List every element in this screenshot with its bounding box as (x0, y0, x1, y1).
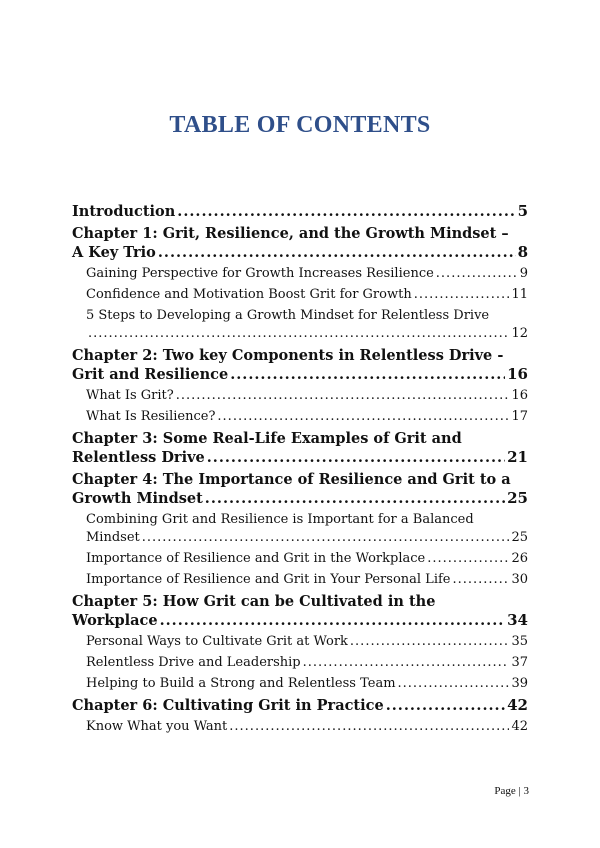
toc-section-6-1[interactable] (86, 718, 528, 736)
toc-page-number: 17 (511, 409, 528, 424)
toc-section-2-1[interactable] (86, 387, 528, 405)
toc-section-1-3[interactable] (86, 307, 528, 343)
toc-entry-label-cont: A Key Trio (72, 244, 156, 261)
toc-section-2-2[interactable] (86, 408, 528, 426)
toc-page-number: 25 (507, 489, 528, 507)
toc-entry-label: Chapter 3: Some Real-Life Examples of Grit and (72, 430, 462, 447)
toc-entry-label-cont: Relentless Drive (72, 449, 205, 466)
toc-entry-label: Importance of Resilience and Grit in the Workplace (86, 551, 426, 566)
toc-page-number: 21 (507, 448, 528, 466)
toc-chapter-4[interactable] (72, 470, 528, 508)
toc-chapter-3[interactable] (72, 429, 528, 467)
toc-page-number: 30 (511, 572, 528, 587)
toc-page-number: 16 (507, 365, 528, 383)
dot-leader (158, 243, 516, 262)
toc-chapter-1[interactable] (72, 224, 528, 262)
toc-page-number: 34 (507, 611, 528, 629)
toc-entry-label: Chapter 2: Two key Components in Relentless Drive - (72, 347, 504, 364)
toc-page-number: 5 (517, 202, 528, 220)
toc-section-1-1[interactable] (86, 265, 528, 283)
dot-leader (427, 550, 509, 568)
toc-page-number: 16 (511, 388, 528, 403)
toc-entry-label: Chapter 5: How Grit can be Cultivated in the (72, 593, 436, 610)
toc-page-number: 11 (511, 287, 528, 302)
dot-leader (229, 718, 509, 736)
toc-entry-label: Introduction (72, 203, 176, 220)
dot-leader (414, 286, 510, 304)
toc-page-number: 37 (511, 655, 528, 670)
toc-page-number: 25 (511, 530, 528, 545)
dot-leader (350, 633, 510, 651)
toc-entry-label: Helping to Build a Strong and Relentless Team (86, 676, 396, 691)
toc-section-4-3[interactable] (86, 571, 528, 589)
toc-section-5-1[interactable] (86, 633, 528, 651)
toc-chapter-2[interactable] (72, 346, 528, 384)
toc-section-4-2[interactable] (86, 550, 528, 568)
toc-page-number: 35 (511, 634, 528, 649)
toc-page-number: 42 (511, 719, 528, 734)
dot-leader (207, 448, 505, 467)
toc-entry-label: Relentless Drive and Leadership (86, 655, 301, 670)
dot-leader (205, 489, 505, 508)
toc-entry-label: Importance of Resilience and Grit in Your Personal Life (86, 572, 451, 587)
toc-entry-label-cont: Workplace (72, 612, 158, 629)
toc-entry-label: 5 Steps to Developing a Growth Mindset for Relentless Drive (86, 308, 490, 323)
toc-entry-label: Confidence and Motivation Boost Grit for Growth (86, 287, 412, 302)
dot-leader (160, 611, 506, 630)
dot-leader (142, 529, 510, 547)
toc-entry-label: Chapter 1: Grit, Resilience, and the Growth Mindset – (72, 225, 509, 242)
toc-page-number: 26 (511, 551, 528, 566)
toc-entry-label: What Is Resilience? (86, 409, 216, 424)
dot-leader (88, 325, 509, 343)
toc-entry-label: Gaining Perspective for Growth Increases Resilience (86, 266, 434, 281)
dot-leader (436, 265, 518, 283)
toc-introduction[interactable] (72, 202, 528, 221)
toc-section-5-3[interactable] (86, 675, 528, 693)
dot-leader (303, 654, 510, 672)
page-title: TABLE OF CONTENTS (169, 112, 431, 138)
toc-entry-label-cont: Grit and Resilience (72, 366, 229, 383)
toc-page-number: 9 (519, 266, 528, 281)
dot-leader (452, 571, 509, 589)
toc-entry-label: Chapter 6: Cultivating Grit in Practice (72, 697, 384, 714)
toc-page-number: 42 (507, 696, 528, 714)
toc-entry-label: What Is Grit? (86, 388, 174, 403)
toc-page-number: 39 (511, 676, 528, 691)
dot-leader (217, 408, 509, 426)
toc-page-number: 8 (517, 243, 528, 261)
toc-entry-label-cont: Mindset (86, 530, 140, 545)
toc-entry-label: Combining Grit and Resilience is Important for a Balanced (86, 512, 474, 527)
dot-leader (176, 387, 510, 405)
toc-entry-label: Know What you Want (86, 719, 228, 734)
toc-section-4-1[interactable] (86, 511, 528, 547)
dot-leader (177, 202, 515, 221)
toc-section-5-2[interactable] (86, 654, 528, 672)
toc-chapter-6[interactable] (72, 696, 528, 715)
dot-leader (230, 365, 505, 384)
toc-entry-label-cont: Growth Mindset (72, 490, 203, 507)
page-footer: Page | 3 (494, 785, 529, 797)
dot-leader (398, 675, 510, 693)
toc-chapter-5[interactable] (72, 592, 528, 630)
toc-entry-label: Personal Ways to Cultivate Grit at Work (86, 634, 348, 649)
table-of-contents (72, 202, 528, 736)
toc-entry-label: Chapter 4: The Importance of Resilience and Grit to a (72, 471, 511, 488)
toc-section-1-2[interactable] (86, 286, 528, 304)
dot-leader (386, 696, 505, 715)
toc-page-number: 12 (511, 326, 528, 341)
